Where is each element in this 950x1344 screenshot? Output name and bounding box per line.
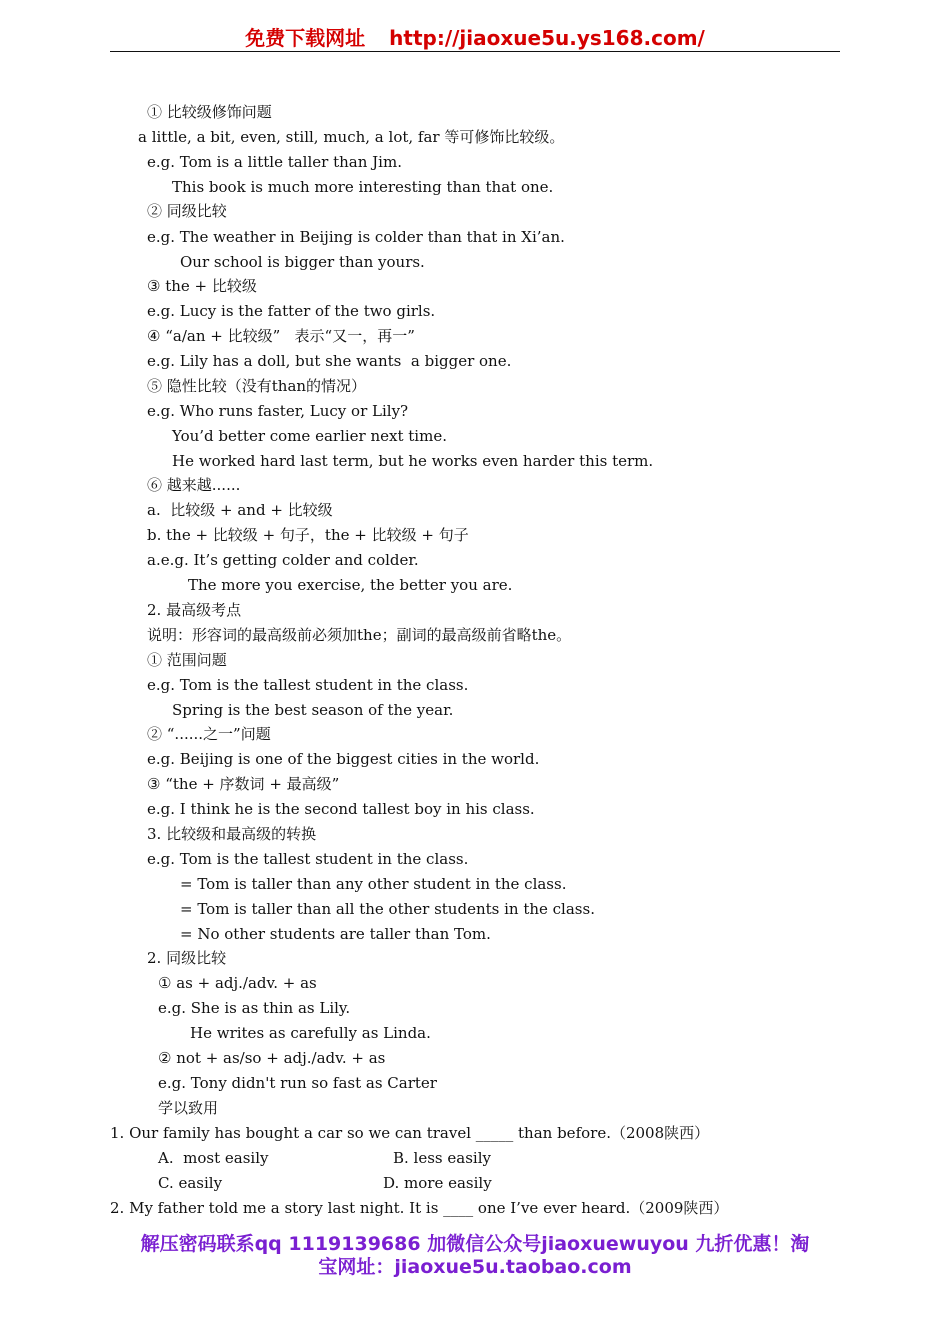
text-line: e.g. Tony didn't run so fast as Carter bbox=[158, 1074, 437, 1092]
text-line: ③ “the + 序数词 + 最高级” bbox=[147, 775, 340, 793]
text-line: ① as + adj./adv. + as bbox=[158, 974, 317, 992]
text-line: ② 同级比较 bbox=[147, 202, 227, 220]
page-header bbox=[0, 22, 950, 51]
text-line: ② “......之一”问题 bbox=[147, 725, 271, 743]
text-line: ⑥ 越来越...... bbox=[147, 476, 241, 494]
text-line: = Tom is taller than all the other students in the class. bbox=[180, 900, 595, 918]
text-line: ① 范围问题 bbox=[147, 651, 227, 669]
text-line: ② not + as/so + adj./adv. + as bbox=[158, 1049, 386, 1067]
option-d: D. more easily bbox=[383, 1174, 492, 1192]
text-line: You’d better come earlier next time. bbox=[172, 427, 447, 445]
footer-line-1: 解压密码联系qq 1119139686 加微信公众号jiaoxuewuyou 九折优惠！淘 bbox=[140, 1233, 810, 1255]
text-line: a.e.g. It’s getting colder and colder. bbox=[147, 551, 419, 569]
text-line: ③ the + 比较级 bbox=[147, 277, 257, 295]
text-line: e.g. Tom is a little taller than Jim. bbox=[147, 153, 402, 171]
text-line: The more you exercise, the better you are. bbox=[188, 576, 513, 594]
question-1: 1. Our family has bought a car so we can travel _____ than before.（2008陕西） bbox=[110, 1124, 710, 1142]
text-line: = No other students are taller than Tom. bbox=[180, 925, 491, 943]
option-b: B. less easily bbox=[393, 1149, 491, 1167]
text-line: Our school is bigger than yours. bbox=[180, 253, 425, 271]
text-line: ④ “a/an + 比较级” 表示“又一，再一” bbox=[147, 327, 415, 345]
question-2: 2. My father told me a story last night. It is ____ one I’ve ever heard.（2009陕西） bbox=[110, 1199, 729, 1217]
text-line: e.g. She is as thin as Lily. bbox=[158, 999, 351, 1017]
text-line: 说明：形容词的最高级前必须加the；副词的最高级前省略the。 bbox=[147, 626, 572, 644]
text-line: e.g. Tom is the tallest student in the class. bbox=[147, 676, 469, 694]
text-line: e.g. Who runs faster, Lucy or Lily? bbox=[147, 402, 409, 420]
text-line: e.g. I think he is the second tallest boy in his class. bbox=[147, 800, 535, 818]
text-line: 2. 同级比较 bbox=[147, 949, 227, 967]
option-a: A. most easily bbox=[158, 1149, 269, 1167]
text-line: e.g. Beijing is one of the biggest cities in the world. bbox=[147, 750, 540, 768]
text-line: ⑤ 隐性比较（没有than的情况） bbox=[147, 377, 367, 395]
text-line: e.g. Lily has a doll, but she wants a bigger one. bbox=[147, 352, 512, 370]
text-line: 学以致用 bbox=[158, 1099, 219, 1117]
text-line: ① 比较级修饰问题 bbox=[147, 103, 272, 121]
text-line: e.g. The weather in Beijing is colder than that in Xi’an. bbox=[147, 228, 565, 246]
text-line: e.g. Tom is the tallest student in the class. bbox=[147, 850, 469, 868]
header-title: 免费下载网址 bbox=[245, 26, 366, 50]
text-line: b. the + 比较级 + 句子，the + 比较级 + 句子 bbox=[147, 526, 469, 544]
text-line: He writes as carefully as Linda. bbox=[190, 1024, 431, 1042]
option-c: C. easily bbox=[158, 1174, 223, 1192]
header-url[interactable]: http://jiaoxue5u.ys168.com/ bbox=[389, 26, 705, 50]
text-line: a. 比较级 + and + 比较级 bbox=[147, 501, 333, 519]
text-line: This book is much more interesting than that one. bbox=[172, 178, 554, 196]
text-line: e.g. Lucy is the fatter of the two girls. bbox=[147, 302, 436, 320]
text-line: Spring is the best season of the year. bbox=[172, 701, 454, 719]
footer-line-2: 宝网址：jiaoxue5u.taobao.com bbox=[318, 1256, 632, 1278]
header-divider bbox=[110, 51, 840, 52]
text-line: He worked hard last term, but he works even harder this term. bbox=[172, 452, 654, 470]
text-line: 3. 比较级和最高级的转换 bbox=[147, 825, 317, 843]
text-line: 2. 最高级考点 bbox=[147, 601, 242, 619]
text-line: a little, a bit, even, still, much, a lot, far 等可修饰比较级。 bbox=[138, 128, 565, 146]
text-line: = Tom is taller than any other student in the class. bbox=[180, 875, 567, 893]
